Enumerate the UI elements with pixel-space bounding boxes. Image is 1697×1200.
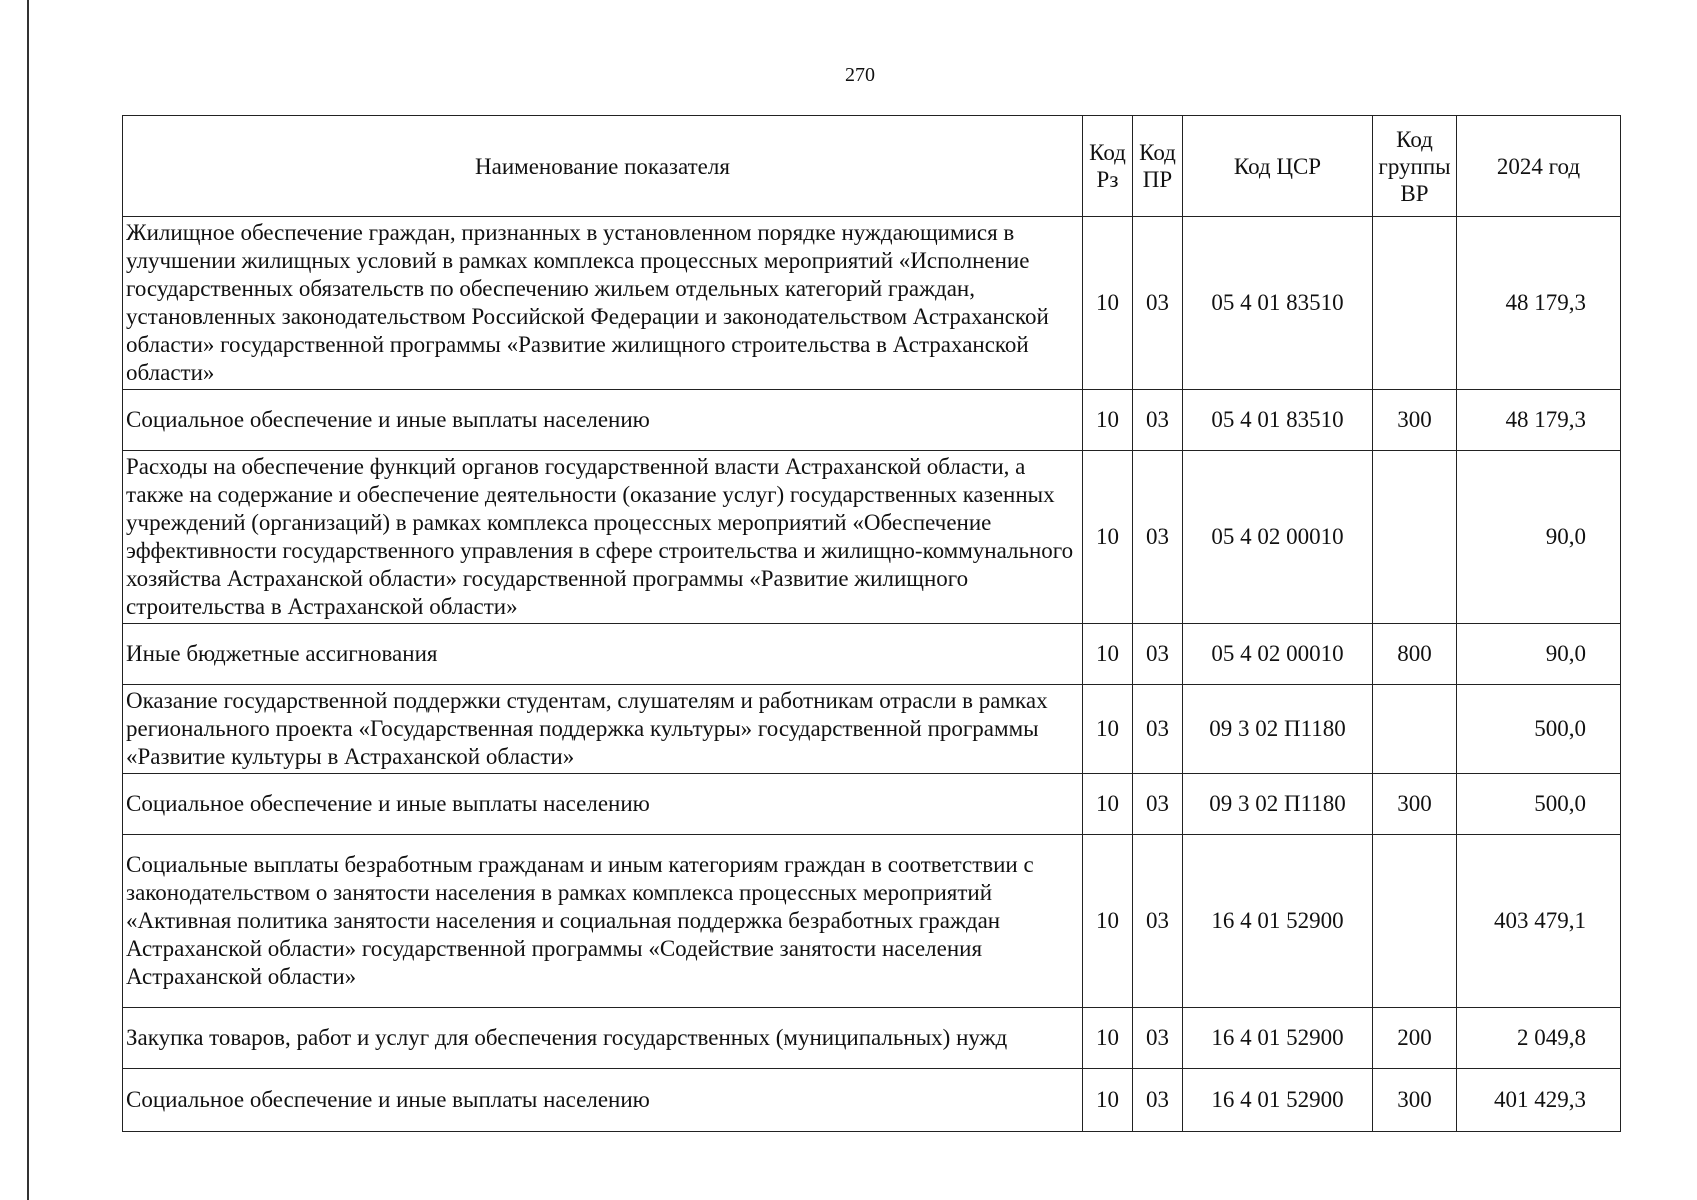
row-rz: 10 bbox=[1083, 1069, 1133, 1132]
row-amount: 500,0 bbox=[1457, 774, 1621, 835]
row-csr: 16 4 01 52900 bbox=[1183, 1008, 1373, 1069]
row-amount: 90,0 bbox=[1457, 624, 1621, 685]
row-name: Социальное обеспечение и иные выплаты населению bbox=[123, 390, 1083, 451]
row-name: Иные бюджетные ассигнования bbox=[123, 624, 1083, 685]
row-amount: 48 179,3 bbox=[1457, 390, 1621, 451]
row-amount: 2 049,8 bbox=[1457, 1008, 1621, 1069]
header-name: Наименование показателя bbox=[123, 116, 1083, 217]
row-name: Социальное обеспечение и иные выплаты населению bbox=[123, 774, 1083, 835]
row-csr: 05 4 01 83510 bbox=[1183, 217, 1373, 390]
table-row bbox=[123, 835, 1621, 1008]
row-rz: 10 bbox=[1083, 774, 1133, 835]
row-vr bbox=[1373, 685, 1457, 774]
row-pr: 03 bbox=[1133, 1008, 1183, 1069]
row-amount: 90,0 bbox=[1457, 451, 1621, 624]
row-csr: 16 4 01 52900 bbox=[1183, 1069, 1373, 1132]
row-pr: 03 bbox=[1133, 1069, 1183, 1132]
table-row bbox=[123, 217, 1621, 390]
row-csr: 09 3 02 П1180 bbox=[1183, 685, 1373, 774]
row-vr bbox=[1373, 835, 1457, 1008]
row-name: Жилищное обеспечение граждан, признанных в установленном порядке нуждающимися в улучшении жилищных условий в рамках комплекса процессных мероприятий «Исполнение государственных обязательств по обеспечению жильем отдельных категорий граждан, установленных законодательством Российской Федерации и законодательством Астраханской области» государственной программы «Развитие жилищного строительства в Астраханской области» bbox=[123, 217, 1083, 390]
row-amount: 500,0 bbox=[1457, 685, 1621, 774]
table-row bbox=[123, 451, 1621, 624]
row-pr: 03 bbox=[1133, 390, 1183, 451]
row-name: Расходы на обеспечение функций органов государственной власти Астраханской области, а также на содержание и обеспечение деятельности (оказание услуг) государственных казенных учреждений (организаций) в рамках комплекса процессных мероприятий «Обеспечение эффективности государственного управления в сфере строительства и жилищно-коммунального хозяйства Астраханской области» государственной программы «Развитие жилищного строительства в Астраханской области» bbox=[123, 451, 1083, 624]
row-pr: 03 bbox=[1133, 217, 1183, 390]
header-csr: Код ЦСР bbox=[1183, 116, 1373, 217]
row-csr: 09 3 02 П1180 bbox=[1183, 774, 1373, 835]
row-pr: 03 bbox=[1133, 451, 1183, 624]
row-pr: 03 bbox=[1133, 835, 1183, 1008]
row-name: Социальное обеспечение и иные выплаты населению bbox=[123, 1069, 1083, 1132]
table-row bbox=[123, 1069, 1621, 1132]
header-year: 2024 год bbox=[1457, 116, 1621, 217]
table-row bbox=[123, 390, 1621, 451]
row-rz: 10 bbox=[1083, 390, 1133, 451]
table-row bbox=[123, 1008, 1621, 1069]
row-csr: 05 4 02 00010 bbox=[1183, 451, 1373, 624]
row-rz: 10 bbox=[1083, 624, 1133, 685]
header-pr: Код ПР bbox=[1133, 116, 1183, 217]
row-amount: 403 479,1 bbox=[1457, 835, 1621, 1008]
row-amount: 401 429,3 bbox=[1457, 1069, 1621, 1132]
row-rz: 10 bbox=[1083, 835, 1133, 1008]
row-rz: 10 bbox=[1083, 1008, 1133, 1069]
row-name: Закупка товаров, работ и услуг для обеспечения государственных (муниципальных) нужд bbox=[123, 1008, 1083, 1069]
row-pr: 03 bbox=[1133, 685, 1183, 774]
row-csr: 05 4 02 00010 bbox=[1183, 624, 1373, 685]
row-name: Социальные выплаты безработным гражданам и иным категориям граждан в соответствии с законодательством о занятости населения в рамках комплекса процессных мероприятий «Активная политика занятости населения и социальная поддержка безработных граждан Астраханской области» государственной программы «Содействие занятости населения Астраханской области» bbox=[123, 835, 1083, 1008]
page-binding-line bbox=[27, 0, 29, 1200]
row-vr bbox=[1373, 217, 1457, 390]
table-header-row bbox=[123, 116, 1621, 217]
row-rz: 10 bbox=[1083, 685, 1133, 774]
row-csr: 05 4 01 83510 bbox=[1183, 390, 1373, 451]
row-pr: 03 bbox=[1133, 624, 1183, 685]
table-row bbox=[123, 774, 1621, 835]
row-vr: 300 bbox=[1373, 390, 1457, 451]
row-vr: 800 bbox=[1373, 624, 1457, 685]
budget-table bbox=[122, 115, 1621, 1132]
table-row bbox=[123, 685, 1621, 774]
row-csr: 16 4 01 52900 bbox=[1183, 835, 1373, 1008]
row-vr bbox=[1373, 451, 1457, 624]
row-amount: 48 179,3 bbox=[1457, 217, 1621, 390]
table-row bbox=[123, 624, 1621, 685]
row-name: Оказание государственной поддержки студентам, слушателям и работникам отрасли в рамках регионального проекта «Государственная поддержка культуры» государственной программы «Развитие культуры в Астраханской области» bbox=[123, 685, 1083, 774]
row-vr: 300 bbox=[1373, 1069, 1457, 1132]
row-vr: 200 bbox=[1373, 1008, 1457, 1069]
header-vr: Код группы ВР bbox=[1373, 116, 1457, 217]
header-rz: Код Рз bbox=[1083, 116, 1133, 217]
page-number: 270 bbox=[845, 64, 875, 86]
row-rz: 10 bbox=[1083, 217, 1133, 390]
row-pr: 03 bbox=[1133, 774, 1183, 835]
row-vr: 300 bbox=[1373, 774, 1457, 835]
row-rz: 10 bbox=[1083, 451, 1133, 624]
